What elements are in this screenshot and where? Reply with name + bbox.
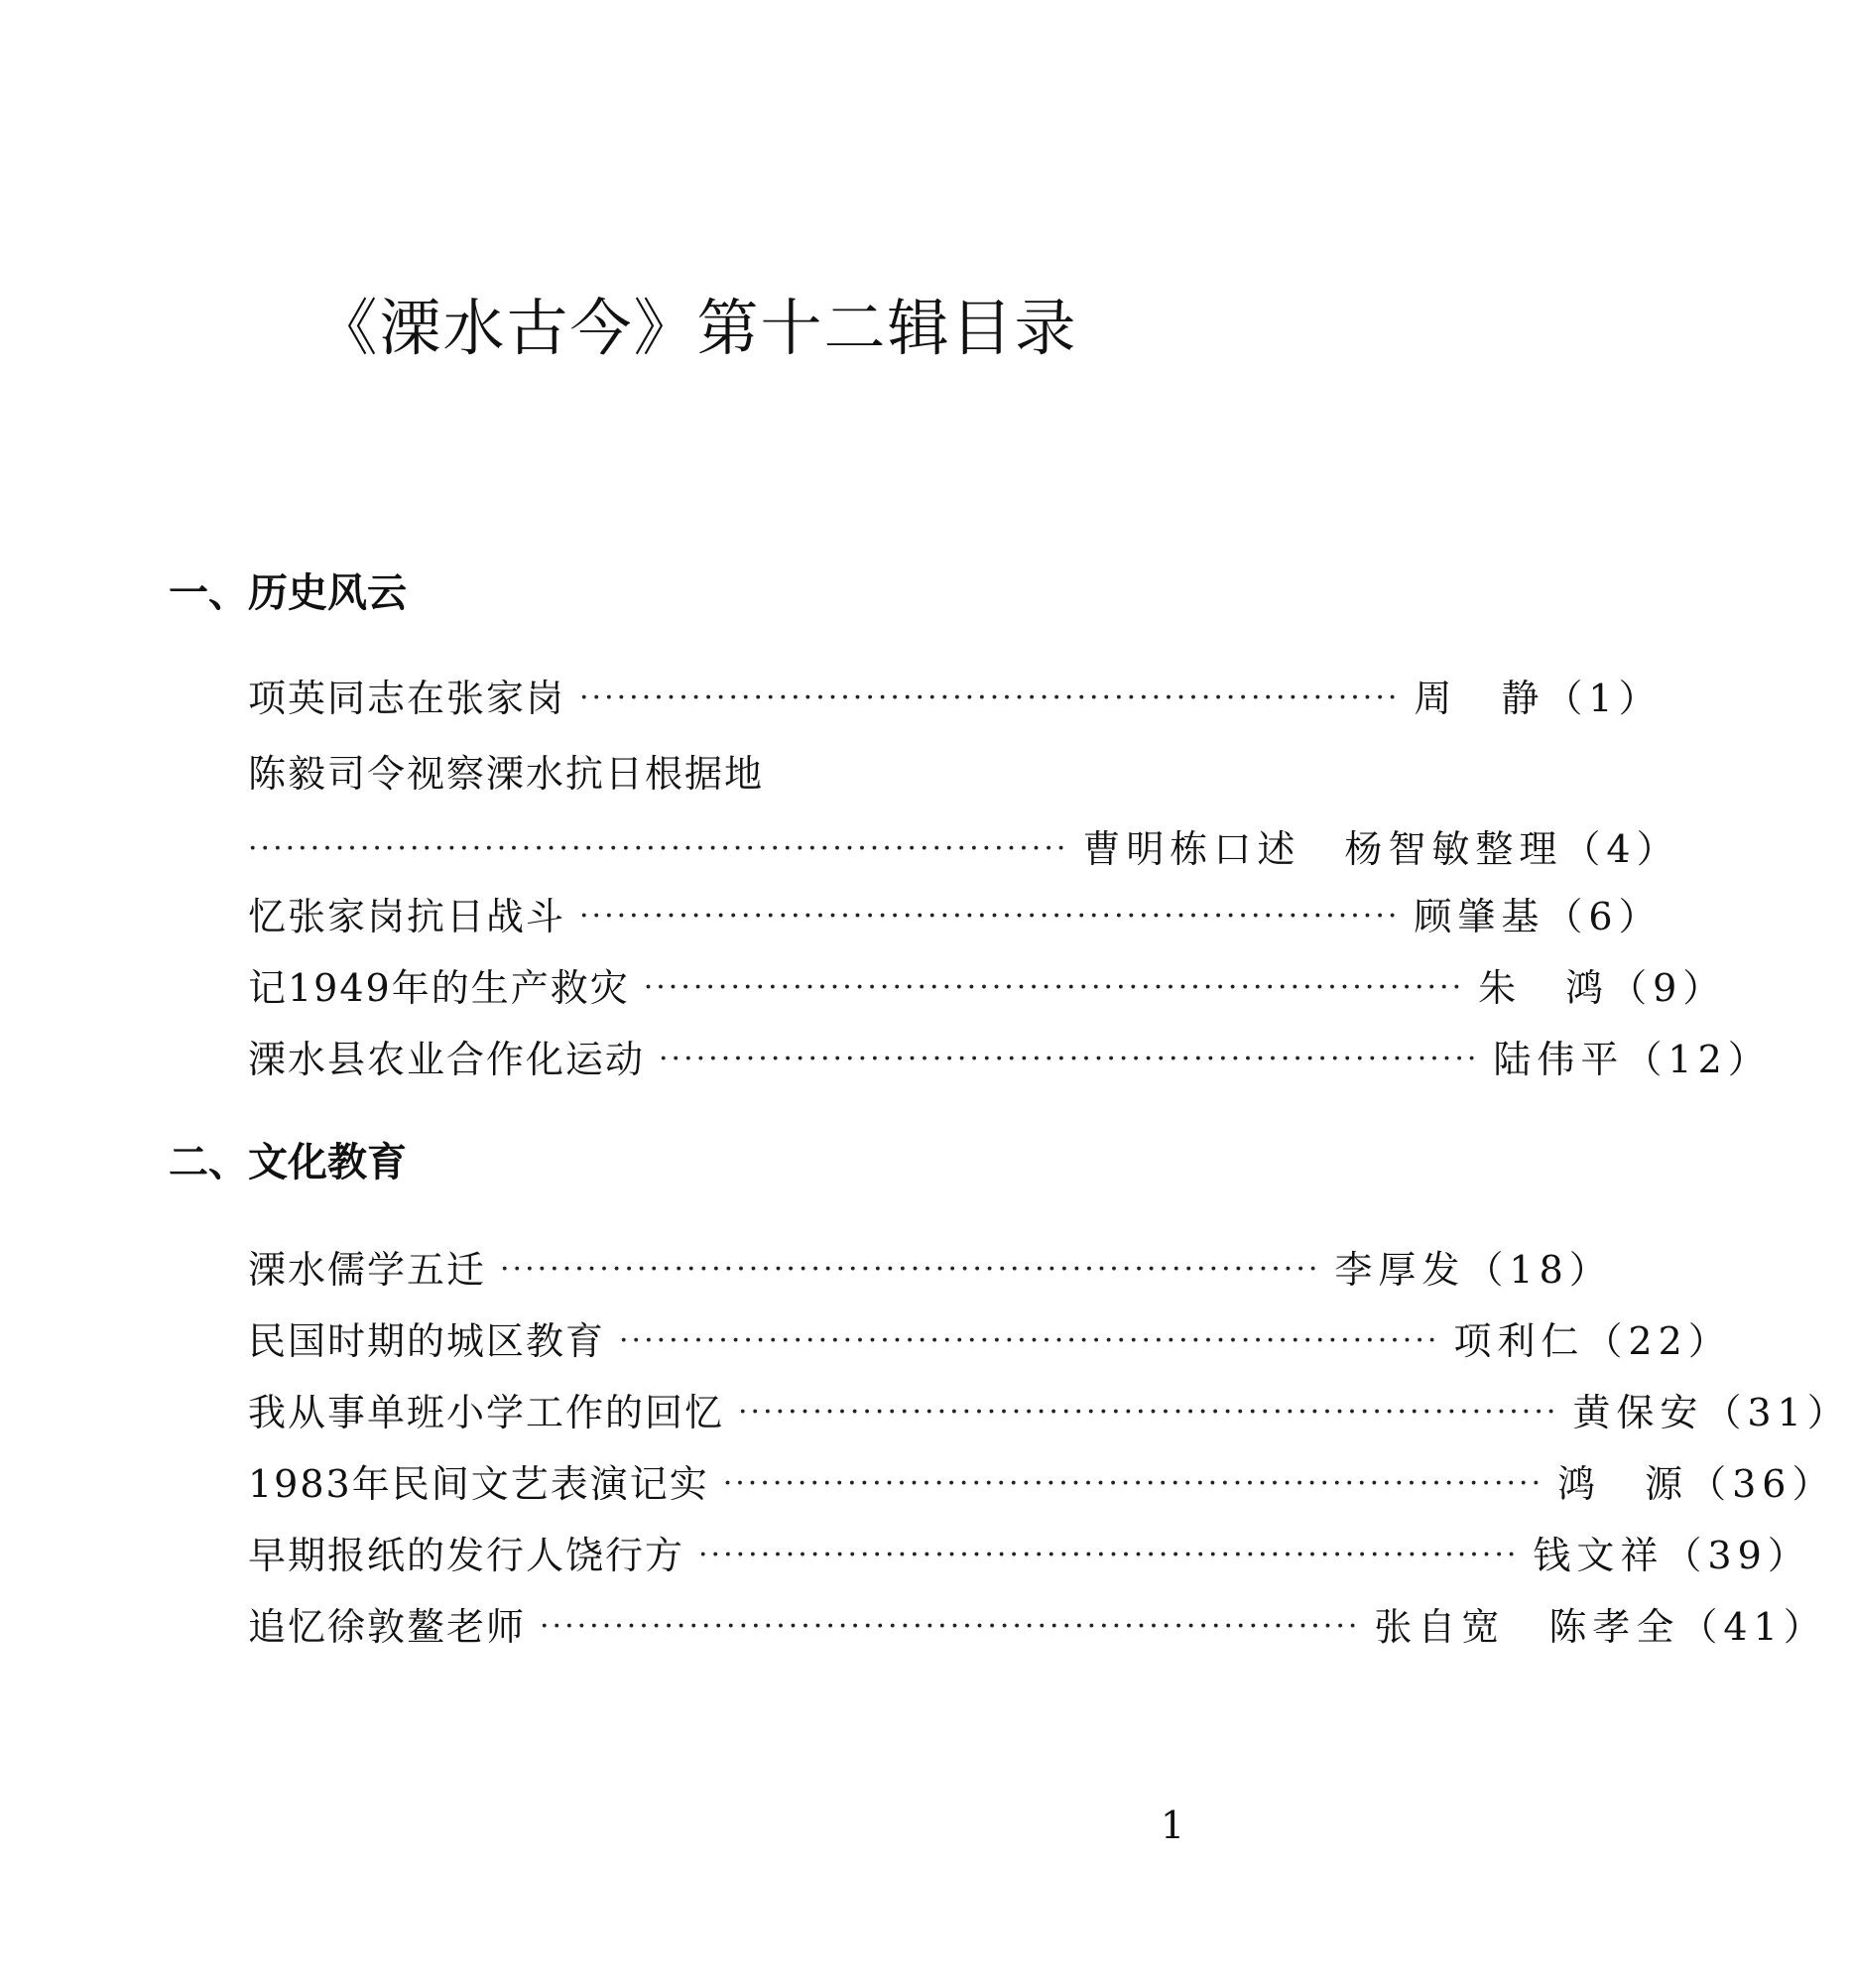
leader-dots: ·································································· (579, 899, 1401, 933)
leader-dots: ·································································· (500, 1252, 1321, 1287)
toc-entry-title: 溧水儒学五迁 (248, 1248, 487, 1292)
toc-entry-title: 溧水县农业合作化运动 (248, 1038, 646, 1081)
toc-entry-author-page: 曹明栋口述 杨智敏整理（4） (1082, 827, 1680, 871)
toc-entry-title: 早期报纸的发行人饶行方 (248, 1534, 685, 1577)
section-heading-history: 一、历史风云 (169, 570, 407, 616)
toc-entry-author-page: 黄保安（31） (1572, 1391, 1851, 1434)
toc-entry[interactable] (248, 1460, 1836, 1508)
toc-entry-title: 追忆徐敦鳌老师 (248, 1605, 527, 1649)
toc-entry[interactable] (248, 1532, 1811, 1579)
toc-entry-author-page: 顾肇基（6） (1414, 895, 1663, 938)
toc-entry[interactable] (248, 1317, 1732, 1365)
toc-entry-author-page: 钱文祥（39） (1533, 1534, 1811, 1577)
leader-dots: ·································································· (698, 1538, 1520, 1572)
toc-entry[interactable] (248, 675, 1663, 722)
toc-entry-author-page: 李厚发（18） (1334, 1248, 1613, 1292)
toc-entry-author-page: 陆伟平（12） (1493, 1038, 1772, 1081)
leader-dots: ·································································· (579, 681, 1401, 715)
toc-entry-title: 记1949年的生产救灾 (248, 966, 630, 1010)
leader-dots: ·································································· (643, 970, 1465, 1005)
toc-entry-title: 1983年民间文艺表演记实 (248, 1462, 709, 1506)
toc-entry[interactable] (248, 1603, 1827, 1651)
toc-entry[interactable] (248, 1036, 1772, 1083)
toc-entry[interactable] (248, 1246, 1613, 1294)
page-title: 《溧水古今》第十二辑目录 (315, 292, 1078, 364)
toc-entry-author-page: 周 静（1） (1414, 677, 1663, 720)
toc-entry-author-page: 项利仁（22） (1453, 1319, 1732, 1363)
toc-entry-title: 陈毅司令视察溧水抗日根据地 (248, 752, 765, 796)
toc-entry-continuation[interactable] (248, 825, 1680, 873)
leader-dots: ·································································· (659, 1042, 1480, 1076)
toc-entry-title: 项英同志在张家岗 (248, 677, 566, 720)
toc-entry[interactable] (248, 893, 1663, 940)
toc-entry-title: 民国时期的城区教育 (248, 1319, 606, 1363)
toc-entry-title: 我从事单班小学工作的回忆 (248, 1391, 725, 1434)
leader-dots: ·································································· (722, 1466, 1544, 1501)
leader-dots: ·································································· (248, 831, 1069, 866)
toc-entry-author-page: 朱 鸿（9） (1478, 966, 1727, 1010)
toc-entry[interactable] (248, 750, 1232, 798)
toc-entry[interactable] (248, 964, 1727, 1012)
section-heading-culture: 二、文化教育 (169, 1140, 407, 1185)
leader-dots: ·································································· (540, 1609, 1361, 1644)
toc-entry-author-page: 张自宽 陈孝全（41） (1374, 1605, 1827, 1649)
toc-entry[interactable] (248, 1389, 1851, 1436)
leader-dots: ·································································· (738, 1395, 1559, 1429)
page-number: 1 (1161, 1803, 1185, 1847)
leader-dots: ·································································· (619, 1323, 1440, 1358)
toc-entry-author-page: 鸿 源（36） (1557, 1462, 1836, 1506)
toc-entry-title: 忆张家岗抗日战斗 (248, 895, 566, 938)
